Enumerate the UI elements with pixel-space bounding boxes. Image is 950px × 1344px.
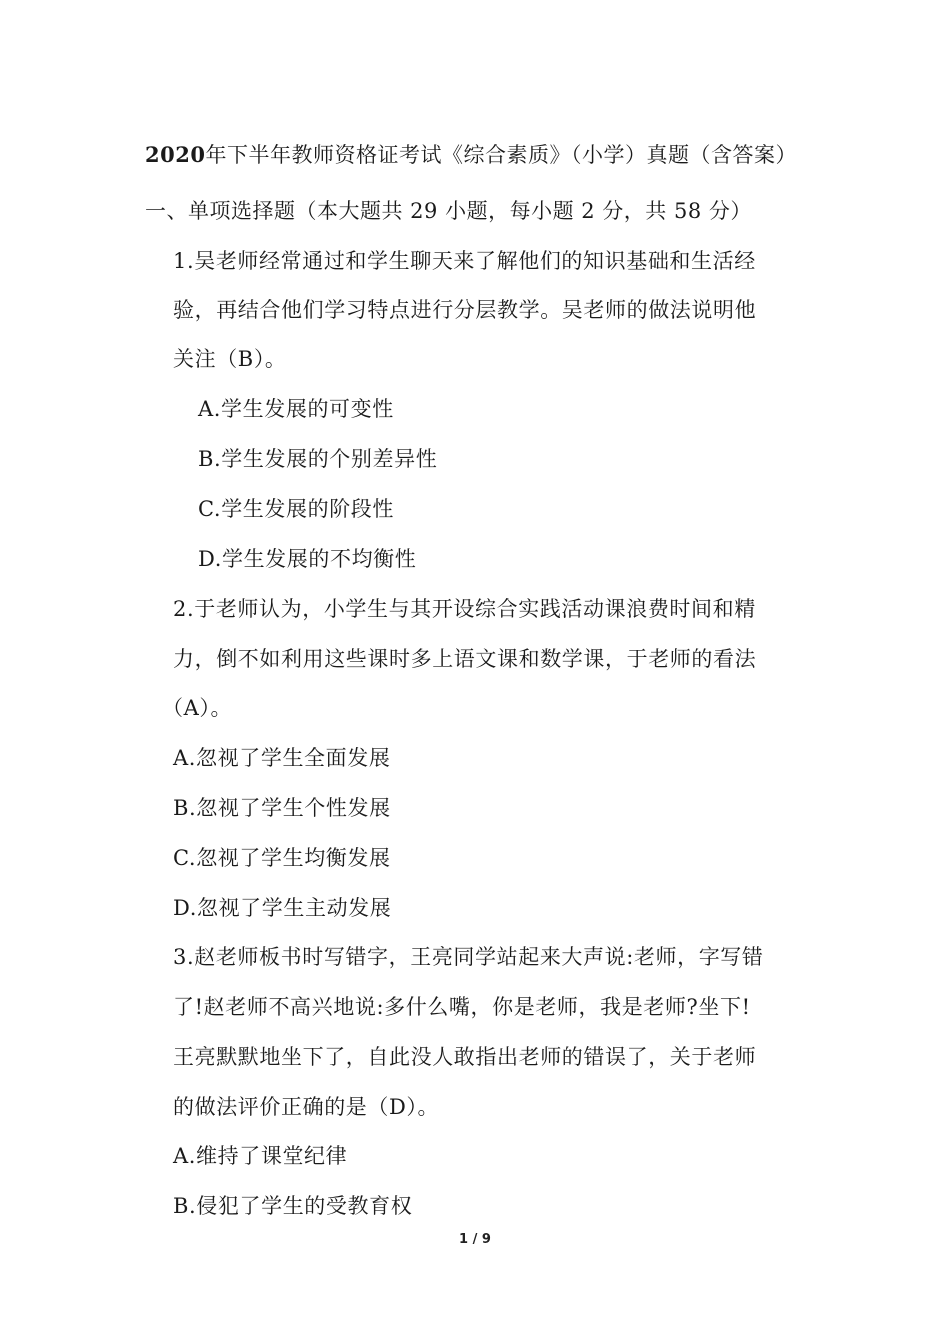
question-3-line-1: 3.赵老师板书时写错字，王亮同学站起来大声说:老师，字写错 — [173, 945, 764, 969]
question-1-option-c: C.学生发展的阶段性 — [198, 497, 394, 521]
question-3-option-a: A.维持了课堂纪律 — [173, 1144, 348, 1168]
question-2-line-2: 力，倒不如利用这些课时多上语文课和数学课，于老师的看法 — [173, 647, 757, 671]
question-2-line-1: 2.于老师认为，小学生与其开设综合实践活动课浪费时间和精 — [173, 597, 756, 621]
section-heading: 一、单项选择题（本大题共 29 小题，每小题 2 分，共 58 分） — [145, 199, 752, 223]
question-2-option-c: C.忽视了学生均衡发展 — [173, 846, 391, 870]
question-2-option-a: A.忽视了学生全面发展 — [173, 746, 391, 770]
question-1-option-d: D.学生发展的不均衡性 — [198, 547, 417, 571]
question-3-option-b: B.侵犯了学生的受教育权 — [173, 1194, 413, 1218]
question-1-line-3: 关注（B）。 — [173, 347, 287, 371]
question-1-line-2: 验，再结合他们学习特点进行分层教学。吴老师的做法说明他 — [173, 298, 757, 322]
question-1-option-a: A.学生发展的可变性 — [198, 397, 394, 421]
document-title — [145, 140, 797, 170]
page-number: 1 / 9 — [459, 1232, 491, 1247]
question-2-line-3: （A）。 — [162, 696, 233, 720]
question-2-option-d: D.忽视了学生主动发展 — [173, 896, 392, 920]
question-2-option-b: B.忽视了学生个性发展 — [173, 796, 391, 820]
title-year: 2020 — [145, 142, 206, 167]
title-text: 年下半年教师资格证考试《综合素质》（小学）真题（含答案） — [205, 143, 797, 167]
question-3-line-2: 了!赵老师不高兴地说:多什么嘴，你是老师，我是老师?坐下! — [173, 995, 751, 1019]
question-1-line-1: 1.吴老师经常通过和学生聊天来了解他们的知识基础和生活经 — [173, 249, 756, 273]
question-1-option-b: B.学生发展的个别差异性 — [198, 447, 438, 471]
question-3-line-4: 的做法评价正确的是（D）。 — [173, 1095, 440, 1119]
question-3-line-3: 王亮默默地坐下了，自此没人敢指出老师的错误了，关于老师 — [173, 1045, 757, 1069]
